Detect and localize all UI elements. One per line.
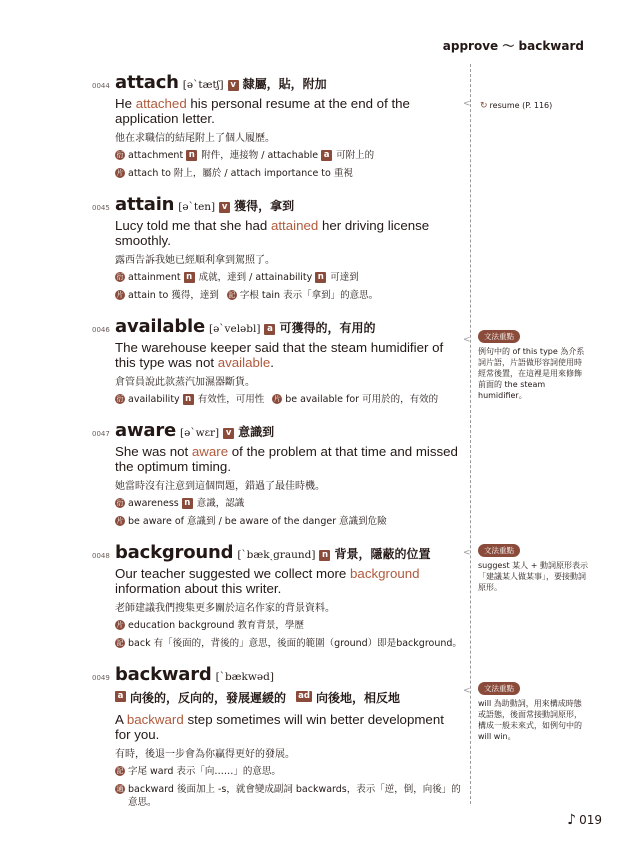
entry-number: 0045: [92, 204, 110, 212]
chevron-left-icon: <: [463, 548, 471, 558]
note-memory: [115, 637, 462, 650]
note-derivative: [115, 271, 462, 284]
grammar-badge: 文法重點: [478, 682, 520, 695]
note-tag: 衍: [116, 395, 124, 403]
note-text-3: 可達到: [330, 272, 359, 283]
note-text: back 有「後面的，背後的」意思，後面的範圍（ground）即是background。: [128, 638, 462, 649]
sentence-before: He: [115, 96, 136, 111]
entry-aware: [92, 420, 462, 528]
note-text: [128, 497, 244, 510]
pos-badge: n: [315, 272, 326, 283]
pos-badge: a: [115, 691, 126, 702]
entry-headline: [92, 194, 462, 215]
sentence-before: A: [115, 712, 127, 727]
chevron-left-icon: <: [463, 686, 471, 696]
sidebar-grammar-note: [478, 682, 588, 742]
chinese-translation: 他在求職信的結尾附上了個人履歷。: [115, 133, 275, 144]
sentence-after: his personal resume at the end of the application letter.: [115, 96, 410, 126]
pos-badge: n: [182, 498, 193, 509]
entry-meaning: 獲得，拿到: [234, 199, 295, 213]
reference-text: resume (P. 116): [489, 101, 553, 110]
note-tag: 衍: [116, 499, 124, 507]
note-tag: 記: [116, 639, 124, 647]
entry-background: [92, 542, 462, 650]
sentence-before: The warehouse keeper said that the steam humidifier of this type was not: [115, 340, 444, 370]
chinese-translation: 有時，後退一步會為你贏得更好的發展。: [115, 749, 295, 760]
entry-word: aware: [115, 420, 177, 441]
pos-badge: n: [319, 550, 330, 561]
note-text-2: 有效性，可用性: [197, 394, 265, 405]
sentence-before: She was not: [115, 444, 192, 459]
note-tag: 記: [228, 291, 236, 299]
entry-word: background: [115, 542, 234, 563]
entry-headline: [92, 72, 462, 93]
note-text-3: 可附上的: [336, 150, 375, 161]
sentence-highlight: attached: [135, 96, 187, 111]
entry-number: 0044: [92, 82, 110, 90]
note-derivative: [115, 497, 462, 510]
entry-headline: [92, 542, 462, 563]
entry-phonetic: [əˋten]: [178, 201, 216, 213]
pos-badge: v: [219, 202, 230, 213]
note-text: 字尾 ward 表示「向……」的意思。: [128, 766, 281, 777]
example-sentence: [115, 712, 462, 742]
note-tag: 通: [116, 785, 124, 793]
entry-meaning: 向後的，反向的，發展遲緩的: [130, 691, 287, 705]
pos-badge: v: [223, 428, 234, 439]
entry-number: 0046: [92, 326, 110, 334]
note-derivative: [115, 393, 462, 406]
sentence-after: .: [270, 355, 274, 370]
sentence-highlight: attained: [270, 218, 319, 233]
sidebar-reference: [480, 100, 590, 112]
note-tag: 片: [116, 291, 124, 299]
entry-meaning: 可獲得的，有用的: [279, 321, 376, 335]
example-sentence: [115, 218, 462, 248]
entry-headline: [92, 316, 462, 337]
chinese-translation: 倉管員說此款蒸汽加濕器斷貨。: [115, 377, 255, 388]
pos-badge: a: [264, 324, 275, 335]
note-text: [128, 271, 359, 284]
entry-attain: [92, 194, 462, 302]
entry-number: 0048: [92, 552, 110, 560]
grammar-note-text: suggest 某人 + 動詞原形表示「建議某人做某事」，要接動詞原形。: [478, 561, 588, 592]
sentence-before: Our teacher suggested we collect more: [115, 566, 351, 581]
sentence-after: step sometimes will win better development for you.: [115, 712, 444, 742]
chinese-translation: 她當時沒有注意到這個問題，錯過了最佳時機。: [115, 481, 325, 492]
note-word: availability: [128, 394, 180, 405]
note-tag: 片: [116, 621, 124, 629]
note-text: attach to 附上，屬於 / attach importance to 重視: [128, 168, 353, 179]
example-sentence: [115, 444, 462, 474]
entry-backward: [92, 664, 462, 809]
entry-attach: [92, 72, 462, 180]
pos-badge: a: [321, 150, 332, 161]
pos-badge: ad: [296, 691, 312, 702]
page-number: 019: [579, 813, 602, 827]
entry-phonetic: [ˋbækˏgraund]: [237, 549, 316, 561]
entry-phonetic: [əˋtætʃ]: [182, 79, 224, 91]
note-tag: 衍: [116, 151, 124, 159]
entry-phonetic: [əˋwɛr]: [180, 427, 220, 439]
note-derivative: [115, 149, 462, 162]
entry-meaning-line: [115, 689, 462, 706]
note-phrase: [115, 515, 462, 528]
example-sentence: [115, 96, 462, 126]
note-usage: [115, 783, 462, 809]
note-text: attain to 獲得，達到: [128, 290, 219, 301]
sidebar-grammar-note: [478, 330, 588, 401]
grammar-badge: 文法重點: [478, 544, 520, 557]
entry-number: 0047: [92, 430, 110, 438]
grammar-note-text: 例句中的 of this type 為介系詞片語，片語做形容詞使用時經常後置，在這裡是用來修飾前面的 the steam humidifier。: [478, 347, 585, 400]
example-sentence: [115, 566, 462, 596]
note-word: attainment: [128, 272, 181, 283]
grammar-note-text: will 為助動詞，用來構成時態或語態，後面常接動詞原形，構成一般未來式，如例句中的 will win。: [478, 699, 582, 741]
note-tag: 衍: [116, 273, 124, 281]
entry-number: 0049: [92, 674, 110, 682]
pos-badge: v: [228, 80, 239, 91]
entry-word: backward: [115, 664, 212, 685]
note-text-2: 意識，認識: [196, 498, 245, 509]
sentence-highlight: available: [217, 355, 271, 370]
entry-headline: [92, 664, 462, 685]
entry-available: [92, 316, 462, 406]
note-tag: 片: [116, 517, 124, 525]
example-sentence: [115, 340, 462, 370]
pos-badge: n: [183, 394, 194, 405]
sentence-after: her driving license smoothly.: [115, 218, 430, 248]
music-note-icon: ♪: [567, 812, 577, 828]
entry-phonetic: [ˋbækwəd]: [215, 671, 274, 683]
vocabulary-list: [92, 72, 462, 823]
page-header-range: approve ～ backward: [442, 39, 584, 53]
note-text: be available for 可用於的，有效的: [285, 394, 439, 405]
page-footer: [567, 812, 602, 828]
note-tag: 片: [116, 169, 124, 177]
entry-headline: [92, 420, 462, 441]
entry-phonetic: [əˋveləbl]: [208, 323, 261, 335]
chinese-translation: 老師建議我們搜集更多關於這名作家的背景資料。: [115, 603, 335, 614]
entry-word: attain: [115, 194, 175, 215]
entry-meaning: 向後地，相反地: [316, 691, 401, 705]
entry-meaning: 意識到: [238, 425, 275, 439]
entry-word: attach: [115, 72, 179, 93]
chinese-translation: 露西告訴我她已經順利拿到駕照了。: [115, 255, 275, 266]
sentence-highlight: backward: [126, 712, 184, 727]
pos-badge: n: [186, 150, 197, 161]
sentence-before: Lucy told me that she had: [115, 218, 271, 233]
note-tag: 記: [116, 767, 124, 775]
entry-meaning: 背景，隱蔽的位置: [334, 547, 431, 561]
note-phrase: [115, 289, 462, 302]
note-word: awareness: [128, 498, 179, 509]
note-tag: 片: [273, 395, 281, 403]
pos-badge: n: [184, 272, 195, 283]
note-phrase: [115, 619, 462, 632]
refresh-icon: ↻: [480, 101, 488, 111]
note-word: attachment: [128, 150, 184, 161]
note-memory: [115, 765, 462, 778]
note-phrase: [115, 167, 462, 180]
sidebar-grammar-note: [478, 544, 588, 593]
note-text: be aware of 意識到 / be aware of the danger 意識到危險: [128, 516, 387, 527]
note-text: 字根 tain 表示「拿到」的意思。: [239, 290, 379, 301]
note-text: backward 後面加上 -s，就會變成副詞 backwards，表示「逆，倒，向後」的意思。: [128, 784, 461, 808]
sentence-after: information about this writer.: [115, 581, 282, 596]
sentence-after: of the problem at that time and missed the optimum timing.: [115, 444, 458, 474]
grammar-badge: 文法重點: [478, 330, 520, 343]
note-text-2: 成就，達到 / attainability: [198, 272, 313, 283]
sentence-highlight: aware: [191, 444, 229, 459]
note-text: [128, 393, 264, 406]
chevron-left-icon: <: [463, 335, 471, 345]
note-text-2: 附件，連接物 / attachable: [201, 150, 319, 161]
note-text: [128, 149, 374, 162]
chevron-left-icon: <: [463, 99, 471, 109]
note-text: education background 教育背景，學歷: [128, 620, 304, 631]
entry-meaning: 隸屬，貼，附加: [242, 77, 327, 91]
entry-word: available: [115, 316, 205, 337]
sentence-highlight: background: [350, 566, 420, 581]
